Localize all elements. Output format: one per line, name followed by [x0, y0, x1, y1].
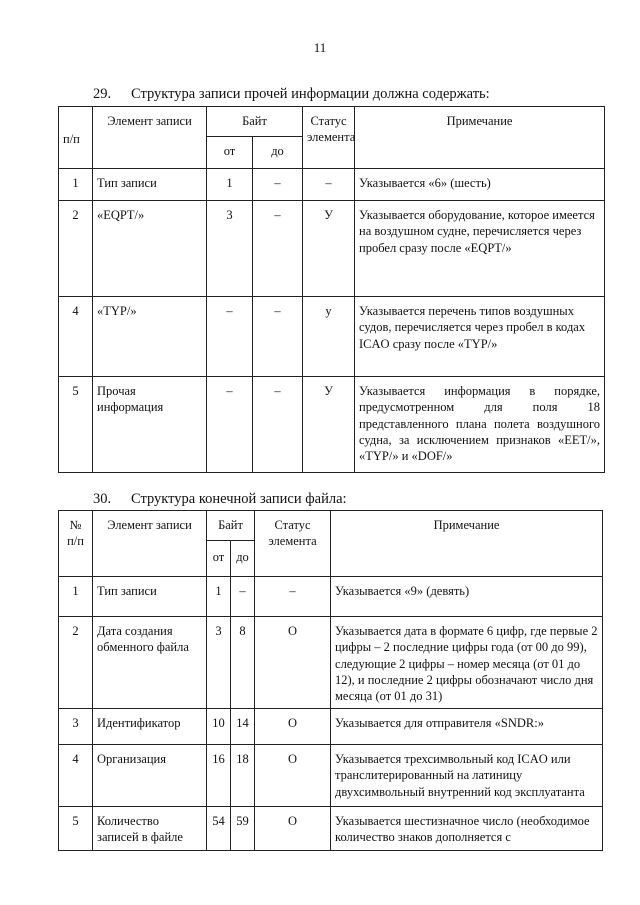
section-number: 29. — [93, 86, 112, 102]
section-title: Структура записи прочей информации должна содержать: — [131, 86, 490, 102]
cell-note: Указывается трехсимвольный код ICAO или транслитерированный на латиницу двухсимвольный внутренний код эксплуатанта — [331, 745, 603, 807]
cell-num: 4 — [59, 297, 93, 377]
cell-to: 8 — [231, 617, 255, 709]
header-status: Статус элемента — [303, 107, 355, 169]
header-to: до — [231, 541, 255, 577]
cell-element: «TYP/» — [93, 297, 207, 377]
cell-from: – — [207, 377, 253, 473]
cell-from: 3 — [207, 617, 231, 709]
header-status: Статус элемента — [255, 511, 331, 577]
cell-to: – — [253, 169, 303, 201]
cell-note: Указывается дата в формате 6 цифр, где первые 2 цифры – 2 последние цифры года (от 00 до 99), следующие 2 цифры – номер месяца (от 01 до 12), и последние 2 цифры обозначают число дня месяца (от 01 до 31) — [331, 617, 603, 709]
cell-note: Указывается «6» (шесть) — [355, 169, 605, 201]
cell-note: Указывается шестизначное число (необходимое количество знаков дополняется с — [331, 807, 603, 851]
cell-to: – — [231, 577, 255, 617]
cell-from: 54 — [207, 807, 231, 851]
cell-element: Тип записи — [93, 577, 207, 617]
header-from: от — [207, 541, 231, 577]
section-30-heading — [93, 491, 347, 508]
cell-note: Указывается оборудование, которое имеется на воздушном судне, перечисляется через пробел сразу после «EQPT/» — [355, 201, 605, 297]
cell-from: 3 — [207, 201, 253, 297]
cell-from: 1 — [207, 577, 231, 617]
cell-element: «EQPT/» — [93, 201, 207, 297]
cell-status: У — [303, 377, 355, 473]
header-note: Примечание — [355, 107, 605, 169]
table-row — [59, 297, 605, 377]
cell-num: 2 — [59, 617, 93, 709]
cell-status: – — [255, 577, 331, 617]
cell-num: 5 — [59, 807, 93, 851]
header-to: до — [253, 137, 303, 169]
cell-status: у — [303, 297, 355, 377]
cell-element: Количество записей в файле — [93, 807, 207, 851]
section-number: 30. — [93, 491, 112, 507]
cell-note: Указывается «9» (девять) — [331, 577, 603, 617]
cell-to: – — [253, 377, 303, 473]
cell-element: Прочая информация — [93, 377, 207, 473]
cell-note: Указывается перечень типов воздушных судов, перечисляется через пробел в кодах ICAO сразу после «TYP/» — [355, 297, 605, 377]
cell-from: – — [207, 297, 253, 377]
table-row — [59, 745, 603, 807]
cell-to: – — [253, 297, 303, 377]
cell-num: 1 — [59, 169, 93, 201]
table-row — [59, 169, 605, 201]
header-byte: Байт — [207, 107, 303, 137]
table-row — [59, 807, 603, 851]
cell-from: 1 — [207, 169, 253, 201]
cell-num: 2 — [59, 201, 93, 297]
cell-note: Указывается информация в порядке, предусмотренном для поля 18 представленного плана полета воздушного судна, за исключением признаков «EET/», «TYP/» и «DOF/» — [355, 377, 605, 473]
header-num: п/п — [59, 107, 93, 169]
cell-element: Дата создания обменного файла — [93, 617, 207, 709]
cell-status: О — [255, 709, 331, 745]
header-byte: Байт — [207, 511, 255, 541]
cell-num: 3 — [59, 709, 93, 745]
table-row — [59, 377, 605, 473]
page-number: 11 — [313, 40, 327, 55]
cell-num: 5 — [59, 377, 93, 473]
cell-status: О — [255, 617, 331, 709]
header-num: № п/п — [59, 511, 93, 577]
table-row — [59, 709, 603, 745]
cell-from: 10 — [207, 709, 231, 745]
cell-element: Тип записи — [93, 169, 207, 201]
cell-num: 1 — [59, 577, 93, 617]
table-row — [59, 617, 603, 709]
cell-element: Организация — [93, 745, 207, 807]
cell-note: Указывается для отправителя «SNDR:» — [331, 709, 603, 745]
cell-status: О — [255, 745, 331, 807]
header-from: от — [207, 137, 253, 169]
cell-status: У — [303, 201, 355, 297]
table-row — [59, 201, 605, 297]
header-note: Примечание — [331, 511, 603, 577]
cell-to: 59 — [231, 807, 255, 851]
cell-element: Идентификатор — [93, 709, 207, 745]
cell-to: – — [253, 201, 303, 297]
section-title: Структура конечной записи файла: — [131, 491, 347, 507]
cell-to: 14 — [231, 709, 255, 745]
table-30 — [58, 510, 603, 851]
table-29 — [58, 106, 605, 473]
cell-status: – — [303, 169, 355, 201]
cell-from: 16 — [207, 745, 231, 807]
cell-status: О — [255, 807, 331, 851]
cell-to: 18 — [231, 745, 255, 807]
section-29-heading — [93, 86, 490, 103]
header-element: Элемент записи — [93, 107, 207, 169]
table-row — [59, 577, 603, 617]
cell-num: 4 — [59, 745, 93, 807]
header-element: Элемент записи — [93, 511, 207, 577]
